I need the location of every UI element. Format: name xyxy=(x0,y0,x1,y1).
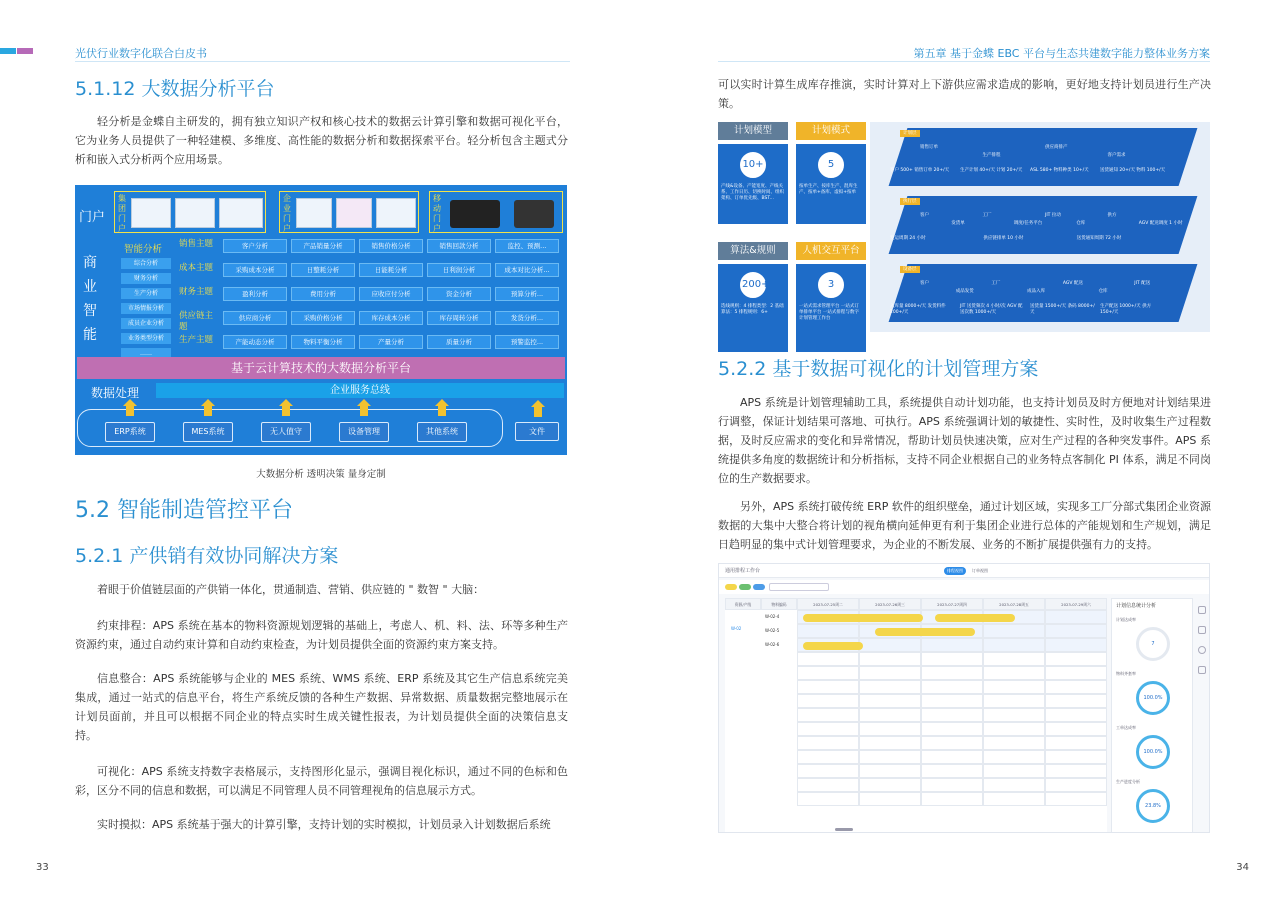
analysis-cell: 监控、预测... xyxy=(495,239,559,253)
paragraph-light-analysis: 轻分析是金蝶自主研发的，拥有独立知识产权和核心技术的数据云计算引擎和数据可视化平台，它为业务人员提供了一种轻建模、多维度、高性能的数据分析和数据探索平台。轻分析包含主题式分析和嵌入式分析两个应用场景。 xyxy=(75,115,568,166)
aps-panel-title: 计划信息统计分析 xyxy=(1116,603,1157,609)
analysis-cell: 销售价格分析 xyxy=(359,239,423,253)
plan-node-label: 客户需求 xyxy=(1107,153,1126,158)
section-heading-production-coordination: 5.2.1 产供销有效协同解决方案 xyxy=(75,545,339,567)
portal-screenshot xyxy=(175,198,215,228)
enterprise-portal xyxy=(279,191,419,233)
aps-metrics xyxy=(1112,613,1194,833)
diagram-caption: 大数据分析 透明决策 量身定制 xyxy=(256,469,386,480)
aps-gantt-cell xyxy=(983,624,1045,638)
topic-label: 财务主题 xyxy=(179,287,214,297)
aps-metric-ring: 7 xyxy=(1136,627,1170,661)
plan-layers xyxy=(870,122,1210,332)
aps-gantt-cell xyxy=(921,792,983,806)
aps-tool-icon[interactable] xyxy=(1198,606,1206,614)
header-accent-purple xyxy=(17,48,33,54)
analysis-cell: 质量分析 xyxy=(427,335,491,349)
aps-gantt-cell xyxy=(797,694,859,708)
aps-filter-chip[interactable] xyxy=(725,584,737,590)
enterprise-portal-label: 企业门户 xyxy=(283,194,291,233)
aps-gantt-cell xyxy=(859,666,921,680)
plan-layer-band xyxy=(889,128,1198,186)
category-item: 业务类型分析 xyxy=(121,333,171,344)
paragraph-integration: 信息整合：APS 系统能够与企业的 MES 系统、WMS 系统、ERP 系统及其它生产信息系统完美集成，通过一站式的信息平台，将生产系统反馈的各种生产数据、异常数据、质量数据完整地展示在计划员面前，并且可以根据不同企业的特点实时生成关键性报表，为计划员提供全面的决策信息支持。 xyxy=(75,672,568,742)
topic-label: 销售主题 xyxy=(179,239,214,249)
plan-card-body xyxy=(718,264,788,352)
upload-arrow xyxy=(435,399,449,406)
plan-card-title: 人机交互平台 xyxy=(796,242,866,260)
paragraph-simulation: 实时摸拟：APS 系统基于强大的计算引擎，支持计划的实时模拟，计划员录入计划数据后系统 xyxy=(97,818,551,831)
aps-gantt-cell xyxy=(797,624,859,638)
aps-gantt-cell xyxy=(921,764,983,778)
aps-col-header: 2023-07-27周四 xyxy=(921,598,983,610)
aps-row-label[interactable]: W-02-5 xyxy=(765,628,780,633)
plan-stat-label: 送货量 1500+/天 条码 8000+/天 xyxy=(1030,304,1095,315)
aps-gantt-cell xyxy=(797,652,859,666)
portal-label: 门户 xyxy=(79,210,106,225)
aps-task-bar[interactable] xyxy=(803,642,863,650)
aps-gantt-cell xyxy=(859,750,921,764)
upload-arrow xyxy=(357,399,371,406)
analysis-cell: 应收应付分析 xyxy=(359,287,423,301)
plan-node-label: 生产排程 xyxy=(982,153,1001,158)
aps-view-order-button[interactable]: 订单视图 xyxy=(972,568,988,573)
category-item: 财务分析 xyxy=(121,273,171,284)
paragraph-visualization: 可视化：APS 系统支持数字表格展示，支持图形化显示，强调目视化标识，通过不同的色标和色彩，区分不同的信息和数据，可以满足不同管理人员不同管理视角的信息展示方式。 xyxy=(75,765,568,797)
analysis-cell: 盈利分析 xyxy=(223,287,287,301)
plan-stat-label: 客户 500+ 销售订单 20+/天 xyxy=(890,168,950,173)
system-box: ERP系统 xyxy=(105,422,155,442)
analysis-cell: 供应商分析 xyxy=(223,311,287,325)
aps-col-header: 资源/产线 xyxy=(725,598,761,610)
aps-gantt-cell xyxy=(983,666,1045,680)
plan-model-figure xyxy=(718,122,1210,332)
plan-card-title: 计划模型 xyxy=(718,122,788,140)
group-portal xyxy=(114,191,266,233)
plan-node-label: 客户 xyxy=(920,213,929,218)
plan-card-body xyxy=(796,144,866,224)
aps-gantt-cell xyxy=(1045,652,1107,666)
analysis-cell: 产量分析 xyxy=(359,335,423,349)
analysis-cell: 产能动态分析 xyxy=(223,335,287,349)
analysis-cell: 预算分析... xyxy=(495,287,559,301)
plan-stat-label: JIT 送货频次 4 小时/次 AGV 配送次数 1000+/天 xyxy=(960,304,1023,315)
aps-col-header: 2023-07-25周二 xyxy=(797,598,859,610)
aps-row-label[interactable]: W-02-6 xyxy=(765,642,780,647)
aps-gantt-cell xyxy=(921,638,983,652)
plan-card-value: 10+ xyxy=(740,152,766,178)
aps-col-header: 2023-07-28周五 xyxy=(983,598,1045,610)
aps-gantt-cell xyxy=(921,666,983,680)
aps-col-header: 2023-07-29周六 xyxy=(1045,598,1107,610)
aps-gantt-cell xyxy=(797,736,859,750)
aps-gantt-cell xyxy=(921,680,983,694)
aps-metric-ring: 100.0% xyxy=(1136,735,1170,769)
plan-node-label: 供应商排产 xyxy=(1045,145,1068,150)
analysis-cell: 日能耗分析 xyxy=(359,263,423,277)
plan-node-label: 仓库 xyxy=(1098,289,1108,294)
aps-gantt-cell xyxy=(983,792,1045,806)
aps-gantt-cell xyxy=(921,652,983,666)
aps-gantt-cell xyxy=(983,708,1045,722)
plan-node-label: 成品入库 xyxy=(1027,289,1046,294)
aps-col-header: 物料编码 xyxy=(761,598,797,610)
aps-gantt-cell xyxy=(797,680,859,694)
analysis-cell: 销售回款分析 xyxy=(427,239,491,253)
plan-layer-title: 执行层 xyxy=(900,198,920,205)
aps-gantt-cell xyxy=(983,778,1045,792)
plan-node-label: 供方 xyxy=(1107,213,1117,218)
plan-card-text: 按单生产、按库生产、混库生产、按单+备库、虚拟+按单 xyxy=(799,184,858,195)
plan-layers-panel xyxy=(870,122,1210,332)
aps-gantt-cell xyxy=(1045,624,1107,638)
aps-gantt-cell xyxy=(859,680,921,694)
aps-gantt-cell xyxy=(859,736,921,750)
portal-screenshot xyxy=(376,198,416,228)
portal-screenshot xyxy=(296,198,332,228)
aps-gantt-cell xyxy=(1045,722,1107,736)
paragraph-intro: 着眼于价值链层面的产供销一体化，贯通制造、营销、供应链的 " 数智 " 大脑： xyxy=(97,583,485,596)
plan-cards xyxy=(718,122,866,332)
aps-titlebar xyxy=(719,564,1210,578)
categories-title: 智能分析 xyxy=(124,244,163,255)
aps-gantt-cell xyxy=(797,764,859,778)
aps-metric-label: 工单达成率 xyxy=(1116,725,1136,730)
aps-gantt xyxy=(725,598,1107,833)
plan-node-label: 销售订单 xyxy=(920,145,938,150)
analysis-cell: 日整耗分析 xyxy=(291,263,355,277)
upload-arrow-stem xyxy=(438,406,446,416)
aps-metric-label: 计划达成率 xyxy=(1116,617,1136,622)
cloud-platform-bar: 基于云计算技术的大数据分析平台 xyxy=(77,357,565,379)
aps-gantt-cell xyxy=(797,778,859,792)
section-heading-big-data: 5.1.12 大数据分析平台 xyxy=(75,78,275,100)
aps-gantt-cell xyxy=(859,708,921,722)
category-item: 成员企业分析 xyxy=(121,318,171,329)
aps-gantt-cell xyxy=(859,652,921,666)
phone-image xyxy=(514,200,554,228)
aps-filter-chip[interactable] xyxy=(753,584,765,590)
section-heading-smart-manufacturing: 5.2 智能制造管控平台 xyxy=(75,498,293,523)
system-box: 设备管理 xyxy=(339,422,389,442)
analysis-cell: 预警监控... xyxy=(495,335,559,349)
category-item: 市场情报分析 xyxy=(121,303,171,314)
page-number-right: 34 xyxy=(1236,862,1249,873)
plan-stat-label: ASL 580+ 物料种类 10+/天 xyxy=(1030,168,1089,173)
portal-screenshot xyxy=(336,198,372,228)
aps-metric-ring: 23.8% xyxy=(1136,789,1170,823)
aps-task-bar[interactable] xyxy=(935,614,1015,622)
aps-gantt-cell xyxy=(859,694,921,708)
plan-node-label: 仓库 xyxy=(1076,221,1086,226)
tablet-image xyxy=(450,200,500,228)
system-box: 其他系统 xyxy=(417,422,467,442)
topic-label: 生产主题 xyxy=(179,335,214,345)
aps-gantt-cell xyxy=(1045,778,1107,792)
group-portal-label: 集团门户 xyxy=(118,194,126,233)
analysis-cell: 物料平衡分析 xyxy=(291,335,355,349)
aps-stats-panel xyxy=(1111,598,1193,833)
service-bus-bar: 企业服务总线 xyxy=(156,383,564,398)
aps-view-schedule-button[interactable]: 排程视图 xyxy=(944,567,966,575)
aps-gantt-cell xyxy=(797,750,859,764)
analysis-cell: 日利润分析 xyxy=(427,263,491,277)
plan-card-value: 5 xyxy=(818,152,844,178)
bi-label: 商业智能 xyxy=(83,255,97,343)
aps-screenshot xyxy=(718,563,1210,833)
aps-gantt-cell xyxy=(921,694,983,708)
plan-node-label: 工厂 xyxy=(991,281,1001,286)
aps-gantt-cell xyxy=(1045,694,1107,708)
big-data-architecture-diagram xyxy=(75,185,567,455)
analysis-cell: 采购成本分析 xyxy=(223,263,287,277)
aps-gantt-cell xyxy=(1045,750,1107,764)
file-box: 文件 xyxy=(515,422,559,441)
category-item: 综合分析 xyxy=(121,258,171,269)
header-right-title: 第五章 基于金蝶 EBC 平台与生态共建数字能力整体业务方案 xyxy=(913,47,1210,60)
plan-node-label: AGV 配送调度 1 小时 xyxy=(1138,221,1183,226)
plan-node-label: 工厂 xyxy=(982,213,992,218)
aps-metric-label: 生产进度分析 xyxy=(1116,779,1140,784)
aps-task-bar[interactable] xyxy=(875,628,975,636)
aps-metric-label: 物料齐套率 xyxy=(1116,671,1136,676)
aps-gantt-cell xyxy=(983,736,1045,750)
aps-tab-title[interactable]: 通用排程工作台 xyxy=(725,568,761,574)
aps-gantt-cell xyxy=(983,638,1045,652)
aps-group-label: W-02 xyxy=(731,626,742,631)
analysis-cell: 成本对比分析... xyxy=(495,263,559,277)
paragraph-constraint: 约束排程：APS 系统在基本的物料资源规划逻辑的基础上，考虑人、机、料、法、环等多种生产资源约束，通过自动约束计算和自动约束检查，为计划员提供全面的资源约束方案支持。 xyxy=(75,619,568,651)
aps-gantt-cell xyxy=(1045,792,1107,806)
systems-row xyxy=(75,399,567,455)
upload-arrow-stem xyxy=(126,406,134,416)
plan-card-text: 一站式需求管理平台 一站式订单排单平台 一站式排程与数字计划管理工作台 xyxy=(799,304,859,321)
analysis-cell: 费用分析 xyxy=(291,287,355,301)
aps-tool-icon[interactable] xyxy=(1198,626,1206,634)
file-arrow-stem xyxy=(534,407,542,417)
plan-stat-label: 送货通知周期 72 小时 xyxy=(1076,236,1122,241)
plan-node-label: 客户 xyxy=(920,281,929,286)
paragraph-aps-tool: APS 系统是计划管理辅助工具，系统提供自动计划功能，也支持计划员及时方便地对计划结果进行调整，保证计划结果可落地、可执行。APS 系统强调计划的敏捷性、实时性，及时收集生产过程数据，及时反应需求的变化和异常情况，帮助计划员快速决策，应对生产过程的各种突发事件。APS 系统提供多角度的数据统计和分析指标，支持不同企业根据自己的业务特点客制化 PI 体系，满足不同岗位的生产数据要求。 xyxy=(718,396,1211,485)
plan-layer-title: 计划层 xyxy=(900,130,920,137)
aps-gantt-cell xyxy=(859,638,921,652)
aps-gantt-cell xyxy=(1045,666,1107,680)
aps-search-input[interactable] xyxy=(769,583,829,591)
plan-card-body xyxy=(718,144,788,224)
plan-node-label: 发货单 xyxy=(951,221,965,226)
plan-node-label: JIT 配送 xyxy=(1134,281,1151,286)
aps-gantt-cell xyxy=(983,764,1045,778)
aps-gantt-cell xyxy=(859,722,921,736)
aps-gantt-cell xyxy=(921,708,983,722)
header-accent-blue xyxy=(0,48,16,54)
aps-gantt-cell xyxy=(921,750,983,764)
plan-layer-title: 设备层 xyxy=(900,266,920,273)
aps-gantt-cell xyxy=(983,694,1045,708)
system-box: 无人值守 xyxy=(261,422,311,442)
paragraph-continued: 可以实时计算生成库存推演，实时计算对上下游供应需求造成的影响，更好地支持计划员进行生产决策。 xyxy=(718,78,1211,110)
aps-gantt-cell xyxy=(797,666,859,680)
aps-gantt-cell xyxy=(797,708,859,722)
analysis-cell: 采购价格分析 xyxy=(291,311,355,325)
plan-card-body xyxy=(796,264,866,352)
analysis-cell: 发货分析... xyxy=(495,311,559,325)
aps-gantt-cell xyxy=(921,722,983,736)
plan-stat-label: 供应链排单 10 小时 xyxy=(983,236,1024,241)
aps-gantt-cell xyxy=(921,778,983,792)
analysis-cell: 资金分析 xyxy=(427,287,491,301)
header-divider-left xyxy=(75,61,570,62)
plan-node-label: 成品发货 xyxy=(955,289,974,294)
page-number-left: 33 xyxy=(36,862,49,873)
upload-arrow xyxy=(201,399,215,406)
category-item: …… xyxy=(121,348,171,359)
aps-gantt-cell xyxy=(983,652,1045,666)
plan-card-title: 计划模式 xyxy=(796,122,866,140)
analysis-cell: 产品销量分析 xyxy=(291,239,355,253)
aps-gantt-cell xyxy=(983,750,1045,764)
file-arrow xyxy=(531,400,545,407)
paragraph-aps-erp: 另外，APS 系统打破传统 ERP 软件的组织壁垒，通过计划区域，实现多工厂分部式集团企业资源数据的大集中大整合将计划的视角横向延伸更有利于集团企业进行总体的产能规划和生产规划，满足日趋明显的集中式计划管理要求，为企业的不断发展、业务的不断扩展提供强有力的支持。 xyxy=(718,500,1211,551)
aps-gantt-cell xyxy=(859,792,921,806)
category-item: 生产分析 xyxy=(121,288,171,299)
upload-arrow-stem xyxy=(204,406,212,416)
plan-stat-label: 发运周期 24 小时 xyxy=(890,236,926,241)
aps-gantt-cell xyxy=(1045,708,1107,722)
aps-gantt-cell xyxy=(797,722,859,736)
plan-card-value: 200+ xyxy=(740,272,766,298)
aps-side-icons xyxy=(1195,598,1209,718)
mobile-portal xyxy=(429,191,563,233)
aps-scrollbar[interactable] xyxy=(835,828,853,831)
aps-toolbar xyxy=(719,580,1210,594)
plan-card-text: 选线规则：4 排程类型：2 基础算法：5 排程规则：6+ xyxy=(721,304,784,315)
aps-gantt-cell xyxy=(859,764,921,778)
upload-arrow-stem xyxy=(360,406,368,416)
plan-stat-label: 生产配送 1000+/天 供方 150+/天 xyxy=(1100,304,1152,315)
plan-card-title: 算法&规则 xyxy=(718,242,788,260)
analysis-cell: 库存成本分析 xyxy=(359,311,423,325)
upload-arrow xyxy=(279,399,293,406)
plan-card-value: 3 xyxy=(818,272,844,298)
topic-label: 成本主题 xyxy=(179,263,214,273)
aps-tool-icon[interactable] xyxy=(1198,646,1206,654)
aps-row-label[interactable]: W-02-4 xyxy=(765,614,780,619)
aps-gantt-cell xyxy=(983,680,1045,694)
aps-metric-ring: 100.0% xyxy=(1136,681,1170,715)
aps-filter-chip[interactable] xyxy=(739,584,751,590)
portal-screenshot xyxy=(131,198,171,228)
aps-gantt-cell xyxy=(1045,764,1107,778)
aps-gantt-cell xyxy=(859,778,921,792)
plan-stat-label: 入库量 8000+/天 发货料件 200+/天 xyxy=(890,304,946,315)
plan-card-text: 产线&设备、产能宽度、产线关系、工作日历、切换时间、组织架构、订单优先级、BST... xyxy=(721,184,784,201)
aps-task-bar[interactable] xyxy=(803,614,923,622)
aps-gantt-cell xyxy=(797,792,859,806)
system-box: MES系统 xyxy=(183,422,233,442)
aps-gantt-cell xyxy=(1045,610,1107,624)
header-divider-right xyxy=(718,61,1210,62)
aps-gantt-cell xyxy=(1045,680,1107,694)
aps-gantt-cell xyxy=(921,736,983,750)
aps-tool-icon[interactable] xyxy=(1198,666,1206,674)
portal-screenshot xyxy=(219,198,263,228)
header-left-title: 光伏行业数字化联合白皮书 xyxy=(75,47,207,60)
plan-stat-label: 生产计划 40+/天 计划 20+/天 xyxy=(960,168,1023,173)
analysis-cell: 客户分析 xyxy=(223,239,287,253)
aps-col-header: 2023-07-26周三 xyxy=(859,598,921,610)
upload-arrow xyxy=(123,399,137,406)
data-processing-label: 数据处理 xyxy=(91,386,140,400)
plan-stat-label: 送货通知 20+/天 物料 100+/天 xyxy=(1100,168,1166,173)
analysis-cell: 库存周转分析 xyxy=(427,311,491,325)
plan-node-label: AGV 配送 xyxy=(1062,281,1083,286)
aps-gantt-cell xyxy=(1045,736,1107,750)
aps-gantt-cell xyxy=(983,722,1045,736)
mobile-portal-label: 移动门户 xyxy=(433,194,441,233)
plan-node-label: JIT 拉动 xyxy=(1045,213,1061,218)
upload-arrow-stem xyxy=(282,406,290,416)
section-heading-visual-planning: 5.2.2 基于数据可视化的计划管理方案 xyxy=(718,358,1039,380)
plan-node-label: 调度/任务平台 xyxy=(1013,221,1043,226)
topic-label: 供应链主题 xyxy=(179,311,214,332)
aps-gantt-cell xyxy=(1045,638,1107,652)
